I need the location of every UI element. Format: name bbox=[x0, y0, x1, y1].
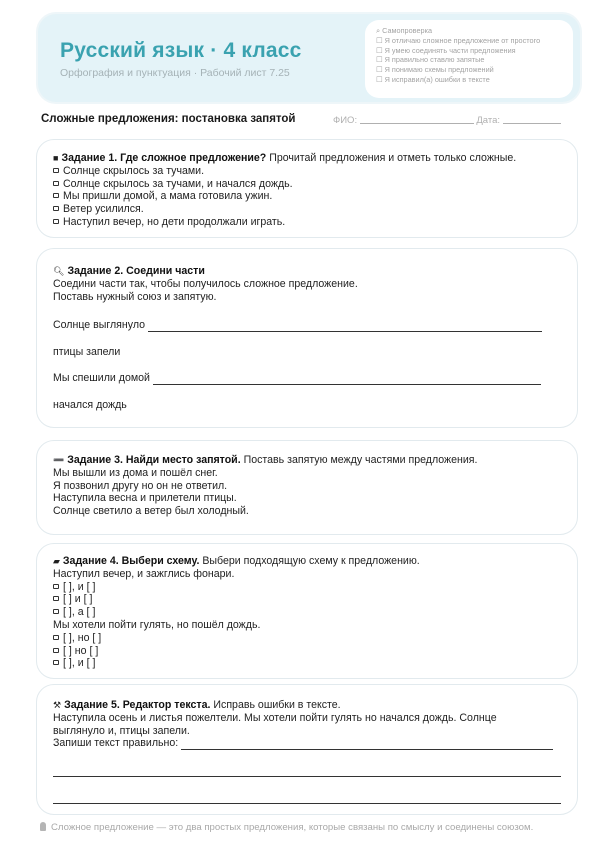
scheme-option[interactable] bbox=[53, 606, 577, 619]
task-2-instruction: Соедини части так, чтобы получилось сложное предложение. bbox=[53, 277, 358, 290]
self-check-item[interactable] bbox=[376, 75, 573, 85]
task-4-card bbox=[36, 543, 578, 679]
diagram-icon: ▰ bbox=[53, 556, 60, 566]
self-check-item-label: Я правильно ставлю запятые bbox=[384, 55, 485, 65]
task-2-pair-2 bbox=[53, 372, 577, 385]
scheme-label: [ ], и [ ] bbox=[63, 580, 96, 593]
answer-line[interactable] bbox=[181, 740, 553, 750]
footer-text: Сложное предложение — это два простых предложения, которые связаны по смыслу и соединены союзом. bbox=[51, 822, 534, 833]
scheme-option[interactable] bbox=[53, 657, 577, 670]
task-5-heading: Задание 5. Редактор текста. bbox=[64, 699, 211, 711]
task-3-sentence: Мы вышли из дома и пошёл снег. bbox=[53, 466, 218, 479]
scheme-option[interactable] bbox=[53, 581, 577, 594]
subject-title: Русский язык · 4 класс bbox=[60, 39, 302, 62]
option-label: Мы пришли домой, а мама готовила ужин. bbox=[63, 190, 273, 203]
self-check-title-row bbox=[376, 26, 573, 36]
self-check-item-label: Я исправил(а) ошибки в тексте bbox=[384, 74, 490, 84]
task-2-heading-row bbox=[53, 265, 577, 278]
option-label: Ветер усилился. bbox=[63, 203, 144, 216]
self-check-item[interactable] bbox=[376, 65, 573, 75]
task-1-option[interactable] bbox=[53, 216, 577, 229]
self-check-item-label: Я умею соединять части предложения bbox=[384, 45, 516, 55]
task-1-heading: Задание 1. Где сложное предложение? bbox=[61, 152, 267, 164]
task-5-heading-row bbox=[53, 699, 577, 712]
checkbox-icon[interactable] bbox=[53, 168, 59, 173]
checkbox-icon[interactable]: ☐ bbox=[376, 65, 383, 75]
task-1-option[interactable] bbox=[53, 178, 577, 191]
task-5-instruction: Исправь ошибки в тексте. bbox=[213, 699, 341, 711]
scheme-label: [ ], и [ ] bbox=[63, 657, 96, 670]
book-icon: ■ bbox=[53, 153, 59, 163]
answer-line[interactable] bbox=[148, 322, 542, 332]
checkbox-icon[interactable] bbox=[53, 219, 59, 224]
worksheet-subtitle: Орфография и пунктуация · Рабочий лист 7.25 bbox=[60, 67, 290, 79]
scheme-label: [ ], а [ ] bbox=[63, 606, 96, 619]
option-label: Наступил вечер, но дети продолжали играть. bbox=[63, 215, 286, 228]
student-info-fields bbox=[333, 115, 561, 126]
task-3-sentence: Наступила весна и прилетели птицы. bbox=[53, 492, 237, 505]
self-check-item[interactable] bbox=[376, 46, 573, 56]
scheme-label: [ ] и [ ] bbox=[63, 593, 93, 606]
task-5-card bbox=[36, 684, 578, 815]
task-1-option[interactable] bbox=[53, 190, 577, 203]
task-3-instruction: Поставь запятую между частями предложения. bbox=[243, 454, 478, 466]
task-1-option[interactable] bbox=[53, 165, 577, 178]
task-3-heading-row bbox=[53, 454, 577, 467]
checkbox-icon[interactable]: ☐ bbox=[376, 35, 383, 45]
self-check-item-label: Я понимаю схемы предложений bbox=[384, 65, 494, 75]
task-2-instruction: Поставь нужный союз и запятую. bbox=[53, 290, 217, 303]
self-check-title: Самопроверка bbox=[382, 26, 432, 35]
pair-end: начался дождь bbox=[53, 398, 127, 411]
checkbox-icon[interactable] bbox=[53, 635, 59, 640]
checkbox-icon[interactable] bbox=[53, 584, 59, 589]
self-check-panel bbox=[365, 20, 573, 98]
checkbox-icon[interactable]: ☐ bbox=[376, 55, 383, 65]
task-3-sentence: Солнце светило а ветер был холодный. bbox=[53, 505, 249, 518]
task-5-text: выглянуло и, птицы запели. bbox=[53, 724, 190, 737]
self-check-item[interactable] bbox=[376, 36, 573, 46]
pair-start: Мы спешили домой bbox=[53, 371, 150, 384]
checkbox-icon[interactable] bbox=[53, 193, 59, 198]
task-1-instruction: Прочитай предложения и отметь только сложные. bbox=[269, 152, 517, 164]
task-4-heading: Задание 4. Выбери схему. bbox=[62, 555, 200, 567]
checkbox-icon[interactable] bbox=[53, 181, 59, 186]
self-check-item-label: Я отличаю сложное предложение от простого bbox=[384, 35, 541, 45]
date-field[interactable] bbox=[503, 115, 561, 124]
sheet-title: Сложные предложения: постановка запятой bbox=[41, 113, 296, 125]
checkbox-icon[interactable] bbox=[53, 596, 59, 601]
self-check-item[interactable] bbox=[376, 55, 573, 65]
tools-icon: ⚒ bbox=[53, 700, 62, 710]
task-1-heading-row bbox=[53, 152, 577, 165]
task-4-sentence: Наступил вечер, и зажглись фонари. bbox=[53, 567, 235, 580]
lightbulb-icon bbox=[40, 822, 46, 831]
scheme-option[interactable] bbox=[53, 645, 577, 658]
task-1-card bbox=[36, 139, 578, 238]
answer-line[interactable] bbox=[153, 375, 541, 385]
date-label: Дата: bbox=[476, 115, 501, 126]
option-label: Солнце скрылось за тучами, и начался дождь. bbox=[63, 177, 293, 190]
answer-label: Запиши текст правильно: bbox=[53, 737, 179, 750]
task-5-answer-row bbox=[53, 737, 577, 750]
checkbox-icon[interactable] bbox=[53, 609, 59, 614]
task-3-sentence: Я позвонил другу но он не ответил. bbox=[53, 479, 228, 492]
answer-line[interactable] bbox=[53, 803, 561, 804]
task-3-card bbox=[36, 440, 578, 535]
pair-start: Солнце выглянуло bbox=[53, 319, 146, 332]
task-4-instruction: Выбери подходящую схему к предложению. bbox=[202, 555, 420, 567]
arrow-icon: ➖ bbox=[53, 455, 65, 465]
worksheet-header bbox=[38, 14, 580, 102]
task-4-heading-row bbox=[53, 555, 577, 568]
task-2-heading: Задание 2. Соедини части bbox=[67, 265, 205, 277]
pair-end: птицы запели bbox=[53, 346, 121, 359]
scheme-option[interactable] bbox=[53, 593, 577, 606]
scheme-option[interactable] bbox=[53, 632, 577, 645]
checkbox-icon[interactable]: ☐ bbox=[376, 74, 383, 84]
magnifier-icon: ⌕ bbox=[376, 26, 381, 35]
task-2-pair-1 bbox=[53, 319, 577, 332]
scheme-label: [ ], но [ ] bbox=[63, 631, 102, 644]
task-3-heading: Задание 3. Найди место запятой. bbox=[67, 454, 241, 466]
name-label: ФИО: bbox=[333, 115, 358, 126]
magnifier-icon: 🔍︎ bbox=[53, 266, 65, 276]
task-4-sentence: Мы хотели пойти гулять, но пошёл дождь. bbox=[53, 618, 261, 631]
footer-hint bbox=[40, 822, 533, 833]
scheme-label: [ ] но [ ] bbox=[63, 644, 99, 657]
option-label: Солнце скрылось за тучами. bbox=[63, 164, 205, 177]
checkbox-icon[interactable] bbox=[53, 660, 59, 665]
checkbox-icon[interactable]: ☐ bbox=[376, 45, 383, 55]
checkbox-icon[interactable] bbox=[53, 648, 59, 653]
name-field[interactable] bbox=[360, 115, 474, 124]
checkbox-icon[interactable] bbox=[53, 206, 59, 211]
task-1-option[interactable] bbox=[53, 203, 577, 216]
task-5-text: Наступила осень и листья пожелтели. Мы хотели пойти гулять но начался дождь. Солнце bbox=[53, 711, 497, 724]
task-2-card bbox=[36, 248, 578, 428]
